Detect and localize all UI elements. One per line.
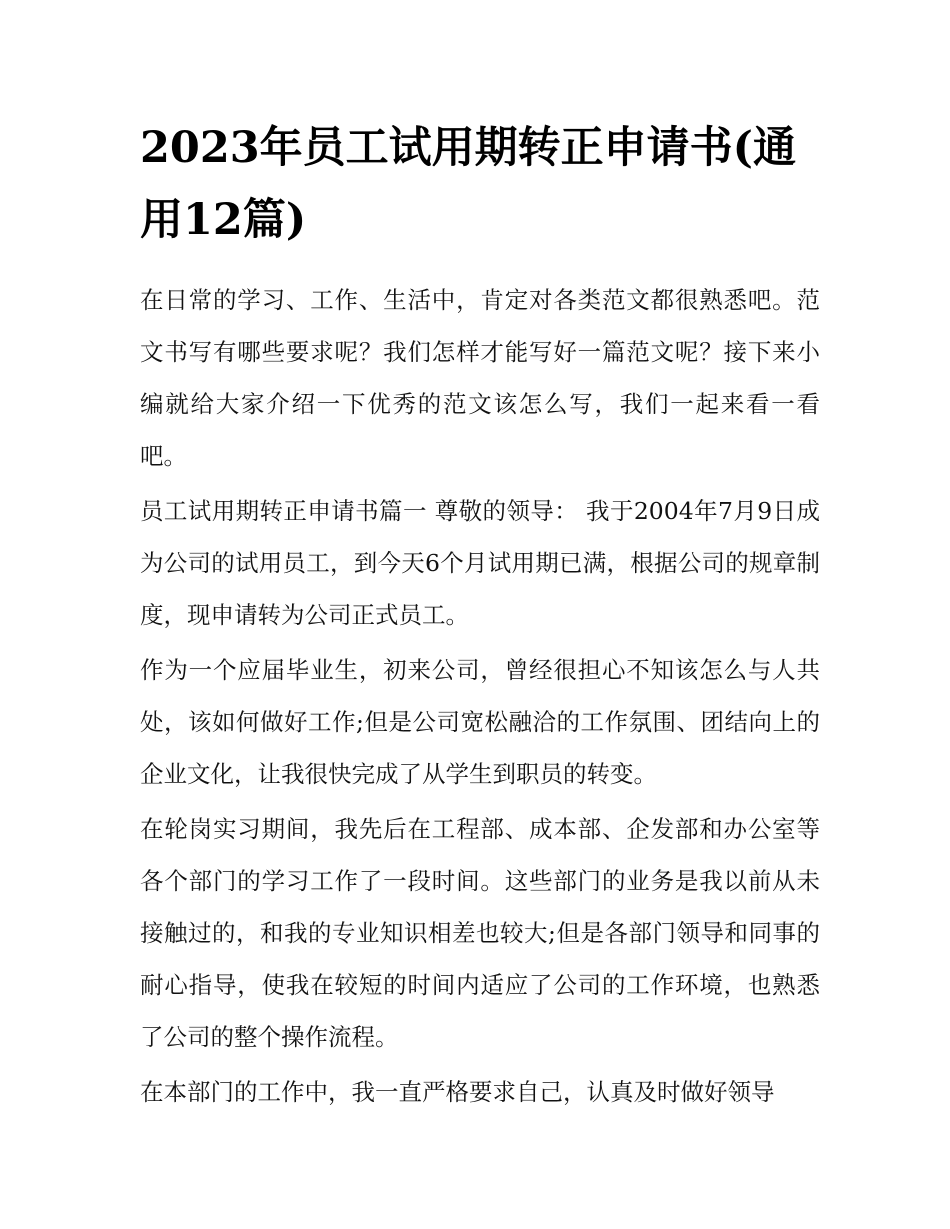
paragraph-intro: 在日常的学习、工作、生活中，肯定对各类范文都很熟悉吧。范文书写有哪些要求呢？我们怎样才能写好一篇范文呢？接下来小编就给大家介绍一下优秀的范文该怎么写，我们一起来看一看吧。 (140, 286, 820, 470)
document-body (140, 112, 820, 1121)
paragraph-rotation: 在轮岗实习期间，我先后在工程部、成本部、企发部和办公室等各个部门的学习工作了一段时间。这些部门的业务是我以前从未接触过的，和我的专业知识相差也较大;但是各部门领导和同事的耐心指导，使我在较短的时间内适应了公司的工作环境，也熟悉了公司的整个操作流程。 (140, 815, 820, 1051)
paragraph-adaptation: 作为一个应届毕业生，初来公司，曾经很担心不知该怎么与人共处，该如何做好工作;但是公司宽松融洽的工作氛围、团结向上的企业文化，让我很快完成了从学生到职员的转变。 (140, 656, 820, 788)
paragraph-application: 员工试用期转正申请书篇一 尊敬的领导： 我于2004年7月9日成为公司的试用员工，到今天6个月试用期已满，根据公司的规章制度，现申请转为公司正式员工。 (140, 497, 820, 629)
document-title: 2023年员工试用期转正申请书(通用12篇) (140, 123, 797, 245)
paragraph-department-work: 在本部门的工作中，我一直严格要求自己，认真及时做好领导 (140, 1078, 775, 1106)
